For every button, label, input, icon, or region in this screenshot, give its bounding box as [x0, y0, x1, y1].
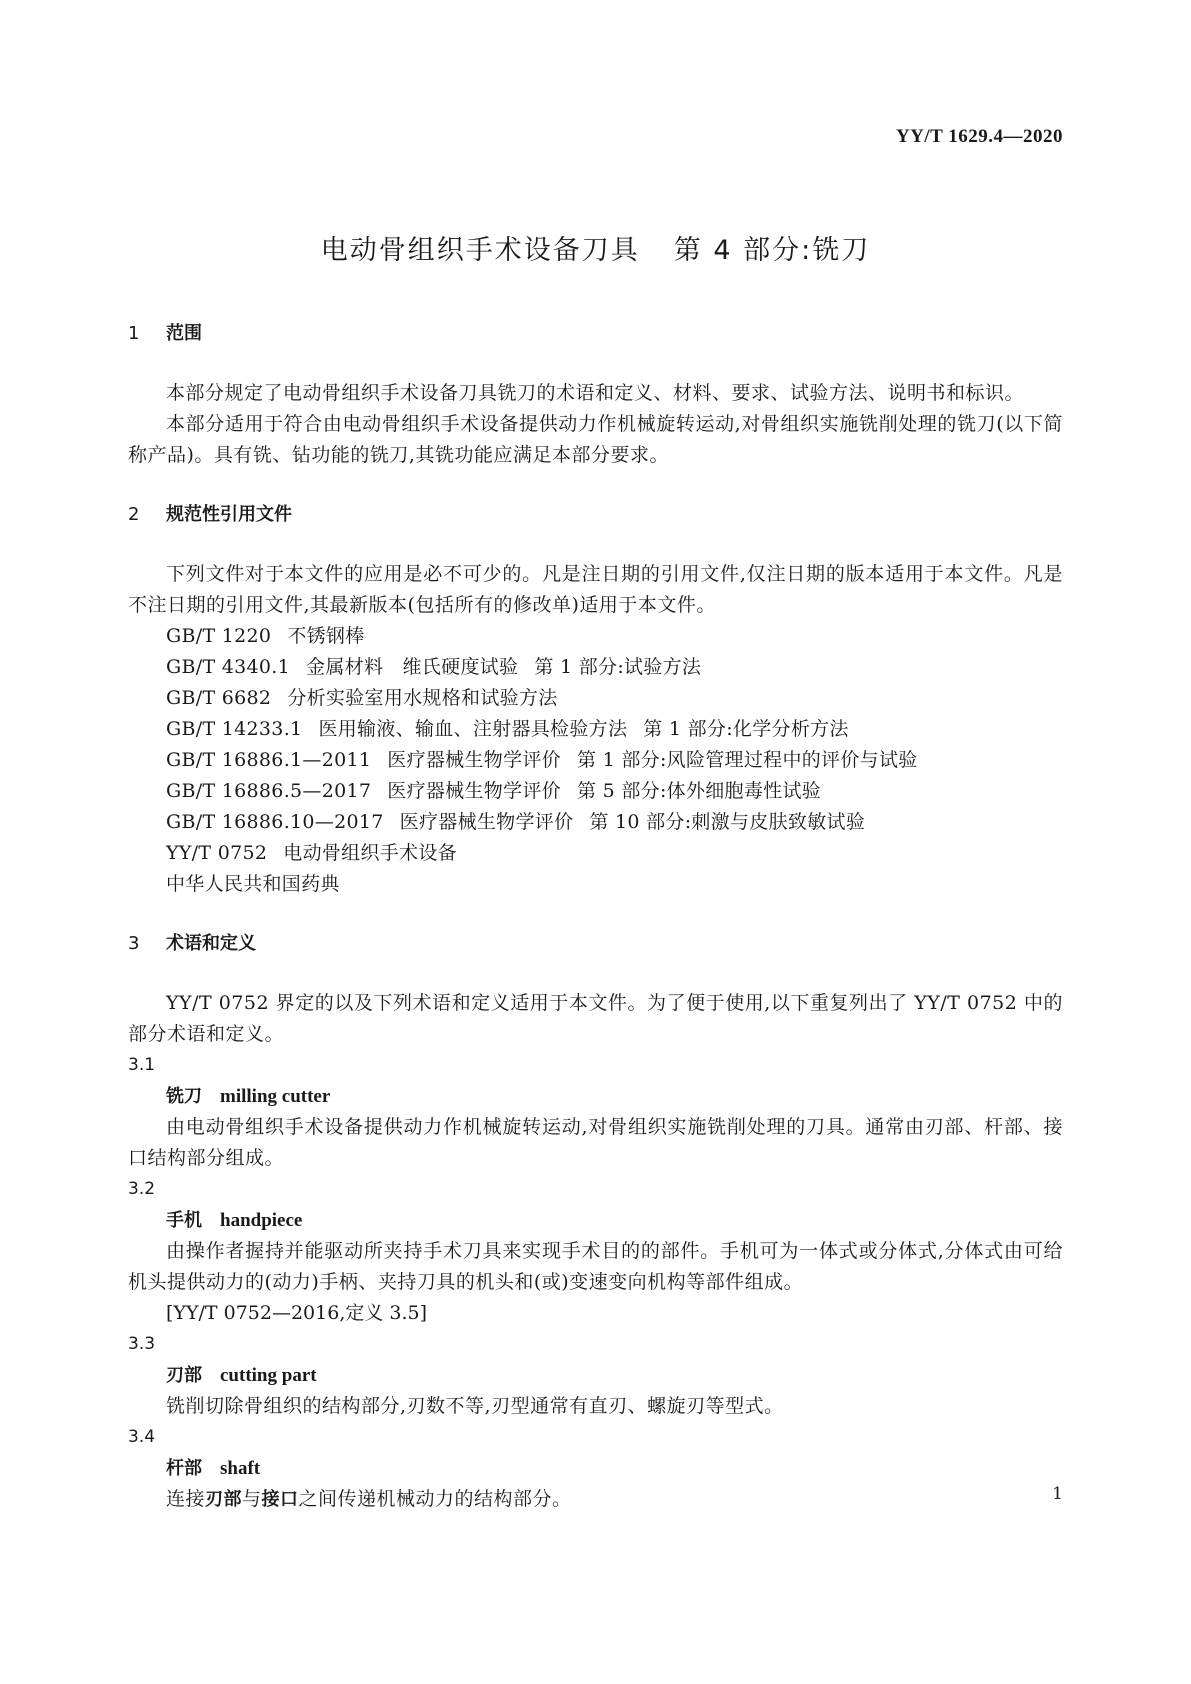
term-name-zh: 刃部	[166, 1365, 202, 1386]
reference-item	[166, 807, 1063, 838]
section-1-heading	[128, 320, 1063, 348]
reference-part: 第 10 部分:刺激与皮肤致敏试验	[589, 811, 866, 833]
title-part: 第 4 部分:铣刀	[673, 235, 871, 266]
reference-item	[166, 745, 1063, 776]
reference-item	[166, 683, 1063, 714]
section-title: 规范性引用文件	[166, 504, 292, 525]
reference-title: 电动骨组织手术设备	[283, 842, 457, 864]
term-name-zh: 铣刀	[166, 1086, 202, 1107]
standard-code: YY/T 1629.4—2020	[895, 126, 1063, 147]
reference-code: GB/T 4340.1	[166, 656, 291, 678]
term-name	[166, 1360, 1063, 1391]
reference-part: 第 5 部分:体外细胞毒性试验	[576, 780, 822, 802]
reference-code: YY/T 0752	[166, 842, 268, 864]
reference-title: 医用输液、输血、注射器具检验方法	[318, 718, 628, 740]
section-number: 1	[128, 323, 140, 344]
term-source: [YY/T 0752—2016,定义 3.5]	[166, 1302, 428, 1324]
term-name	[166, 1081, 1063, 1112]
reference-item	[166, 838, 1063, 869]
paragraph: YY/T 0752 界定的以及下列术语和定义适用于本文件。为了便于使用,以下重复列出了 YY/T 0752 中的部分术语和定义。	[128, 992, 1063, 1045]
definition-text: 连接	[166, 1488, 206, 1510]
term-number: 3.3	[128, 1334, 156, 1354]
term-number: 3.4	[128, 1427, 156, 1447]
paragraph: 本部分适用于符合由电动骨组织手术设备提供动力作机械旋转运动,对骨组织实施铣削处理的铣刀(以下简称产品)。具有铣、钻功能的铣刀,其铣功能应满足本部分要求。	[128, 413, 1063, 466]
term-name	[166, 1205, 1063, 1236]
document-body	[128, 320, 1063, 1515]
title-main: 电动骨组织手术设备刀具	[320, 235, 640, 266]
reference-item	[166, 776, 1063, 807]
reference-part: 第 1 部分:试验方法	[534, 656, 702, 678]
term-name-en: cutting part	[220, 1365, 317, 1386]
term-name-zh: 手机	[166, 1210, 202, 1231]
definition-term-ref: 刃部	[205, 1489, 243, 1510]
reference-item	[166, 652, 1063, 683]
reference-item	[166, 714, 1063, 745]
term-definition: 由电动骨组织手术设备提供动力作机械旋转运动,对骨组织实施铣削处理的刀具。通常由刃部、杆部、接口结构部分组成。	[128, 1116, 1063, 1169]
reference-title: 医疗器械生物学评价	[399, 811, 574, 833]
section-number: 2	[128, 504, 140, 525]
document-title	[0, 228, 1191, 267]
reference-code: GB/T 6682	[166, 687, 272, 709]
reference-title: 金属材料 维氏硬度试验	[306, 656, 519, 678]
term-number: 3.2	[128, 1179, 156, 1199]
reference-part: 第 1 部分:化学分析方法	[643, 718, 849, 740]
term-definition: 由操作者握持并能驱动所夹持手术刀具来实现手术目的的部件。手机可为一体式或分体式,分体式由可给机头提供动力的(动力)手柄、夹持刀具的机头和(或)变速变向机构等部件组成。	[128, 1240, 1063, 1293]
reference-title: 不锈钢棒	[287, 625, 365, 647]
term-name-zh: 杆部	[166, 1458, 202, 1479]
term-name-en: handpiece	[220, 1210, 303, 1231]
reference-title: 中华人民共和国药典	[166, 873, 340, 895]
term-number: 3.1	[128, 1055, 156, 1075]
reference-item	[166, 621, 1063, 652]
reference-title: 医疗器械生物学评价	[387, 749, 561, 771]
definition-text: 之间传递机械动力的结构部分。	[298, 1488, 572, 1510]
definition-term-ref: 接口	[261, 1489, 299, 1510]
term-definition	[128, 1484, 1063, 1515]
reference-code: GB/T 16886.10—2017	[166, 811, 384, 833]
reference-item	[166, 869, 1063, 900]
reference-title: 医疗器械生物学评价	[387, 780, 561, 802]
paragraph: 下列文件对于本文件的应用是必不可少的。凡是注日期的引用文件,仅注日期的版本适用于本文件。凡是不注日期的引用文件,其最新版本(包括所有的修改单)适用于本文件。	[128, 563, 1063, 616]
section-title: 术语和定义	[166, 933, 256, 954]
section-3-heading	[128, 930, 1063, 958]
section-title: 范围	[166, 323, 202, 344]
reference-title: 分析实验室用水规格和试验方法	[287, 687, 558, 709]
section-number: 3	[128, 933, 140, 954]
reference-code: GB/T 16886.5—2017	[166, 780, 372, 802]
term-name-en: shaft	[220, 1458, 261, 1479]
section-2-heading	[128, 501, 1063, 529]
definition-text: 与	[242, 1488, 262, 1510]
reference-code: GB/T 16886.1—2011	[166, 749, 372, 771]
reference-code: GB/T 1220	[166, 625, 272, 647]
term-name	[166, 1453, 1063, 1484]
paragraph: 本部分规定了电动骨组织手术设备刀具铣刀的术语和定义、材料、要求、试验方法、说明书和标识。	[166, 382, 1025, 404]
reference-part: 第 1 部分:风险管理过程中的评价与试验	[576, 749, 918, 771]
page-number: 1	[1052, 1484, 1063, 1504]
term-name-en: milling cutter	[220, 1086, 331, 1107]
term-definition: 铣削切除骨组织的结构部分,刃数不等,刃型通常有直刃、螺旋刃等型式。	[166, 1395, 784, 1417]
reference-code: GB/T 14233.1	[166, 718, 303, 740]
